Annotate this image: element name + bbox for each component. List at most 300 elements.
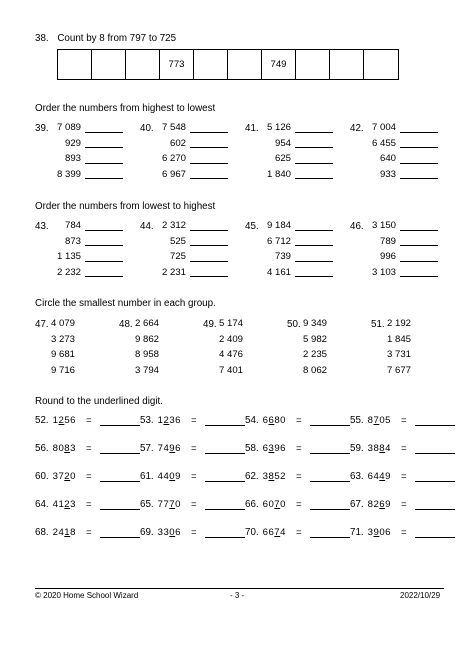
number-to-round [368,499,391,510]
question-number: 63. [350,470,364,482]
answer-blank[interactable] [295,136,333,148]
question-number: 64. [35,498,49,510]
round-question [350,414,455,426]
number-to-round [158,527,181,538]
digits-before: 74 [157,442,170,454]
digits-before: 77 [157,498,170,510]
answer-blank[interactable] [205,498,245,510]
number-to-round [368,415,391,426]
number-value: 3 150 [371,220,396,231]
number-value: 7 089 [56,122,81,133]
equals-sign: = [190,442,197,454]
digits-after: 4 [280,526,286,538]
underlined-digit: 2 [64,498,71,510]
question-number: 39. [35,123,49,134]
equals-sign: = [400,498,407,510]
round-question [140,526,245,538]
question-number: 59. [350,442,364,454]
number-row [366,234,438,250]
underlined-digit: 7 [373,414,380,426]
underlined-digit: 1 [64,526,71,538]
digits-after: 0 [70,470,76,482]
number-option[interactable]: 2 664 [134,318,159,329]
equals-sign: = [190,498,197,510]
digits-after: 05 [379,414,391,426]
underlined-digit: 4 [379,470,386,482]
number-row [156,120,228,136]
question-number: 55. [350,414,364,426]
answer-blank[interactable] [85,152,123,164]
equals-sign: = [400,414,407,426]
underlined-digit: 8 [379,442,386,454]
round-question [140,498,245,510]
question-number: 70. [245,526,259,538]
round-question [140,470,245,482]
question-number: 40. [140,123,154,134]
answer-blank[interactable] [85,234,123,246]
equals-sign: = [400,526,407,538]
number-to-round [158,471,181,482]
number-value: 784 [64,220,81,231]
number-row [156,167,228,183]
number-option[interactable]: 2 235 [302,349,327,360]
answer-blank[interactable] [190,265,228,277]
sequence-box[interactable]: 773 [160,50,194,79]
underlined-digit: 9 [169,442,176,454]
number-value: 739 [274,251,291,262]
number-value: 8 399 [56,168,81,180]
number-to-round [158,415,181,426]
equals-sign: = [295,442,302,454]
number-option[interactable]: 3 794 [134,364,159,376]
number-row [366,167,438,183]
answer-blank[interactable] [400,219,438,231]
number-row [261,234,333,250]
answer-blank[interactable] [400,152,438,164]
round-question [350,470,455,482]
digits-after: 9 [385,470,391,482]
digits-before: 60 [262,498,275,510]
number-row [366,136,438,152]
digits-before: 3 [262,470,269,482]
number-value: 933 [379,168,396,180]
number-option[interactable]: 2 192 [386,318,411,329]
number-option[interactable]: 2 409 [218,333,243,345]
sequence-box[interactable] [330,50,364,79]
number-row [51,167,123,183]
number-value: 602 [169,137,186,149]
number-to-round [53,527,76,538]
answer-blank[interactable] [415,442,455,454]
answer-blank[interactable] [85,121,123,133]
digits-after: 3 [70,442,76,454]
number-row [261,167,333,183]
number-to-round [263,415,286,426]
answer-blank[interactable] [190,167,228,179]
sequence-box[interactable] [296,50,330,79]
answer-blank[interactable] [190,136,228,148]
underlined-digit: 7 [169,498,176,510]
digits-before: 24 [52,526,65,538]
section-heading: Circle the smallest number in each group. [35,298,216,309]
answer-blank[interactable] [295,152,333,164]
round-question [350,498,455,510]
digits-after: 0 [280,498,286,510]
number-value: 6 967 [161,168,186,180]
number-value: 6 270 [161,153,186,164]
answer-blank[interactable] [190,152,228,164]
number-value: 873 [64,235,81,247]
sequence-box[interactable] [194,50,228,79]
equals-sign: = [85,470,92,482]
answer-blank[interactable] [310,414,350,426]
answer-blank[interactable] [85,167,123,179]
number-option[interactable]: 3 273 [50,333,75,345]
number-value: 789 [379,235,396,247]
number-row [156,136,228,152]
number-row [261,151,333,167]
number-row [366,265,438,281]
digits-before: 8 [367,414,374,426]
number-value: 640 [379,153,396,164]
sequence-box[interactable] [364,50,398,79]
number-value: 2 232 [56,266,81,278]
number-to-round [263,499,286,510]
digits-before: 64 [367,470,380,482]
answer-blank[interactable] [400,234,438,246]
answer-blank[interactable] [190,234,228,246]
equals-sign: = [400,470,407,482]
number-row [156,249,228,265]
answer-blank[interactable] [100,414,140,426]
digits-before: 41 [52,498,65,510]
digits-before: 33 [157,526,170,538]
answer-blank[interactable] [100,470,140,482]
underlined-digit: 0 [169,526,176,538]
underlined-digit: 7 [274,526,281,538]
question-number: 54. [245,414,259,426]
answer-blank[interactable] [295,265,333,277]
question-number: 43. [35,221,49,232]
number-option[interactable]: 8 958 [134,349,159,360]
equals-sign: = [295,526,302,538]
answer-blank[interactable] [400,167,438,179]
question-number: 52. [35,414,49,426]
question-instruction: Count by 8 from 797 to 725 [57,33,177,44]
digits-after: 56 [64,414,76,426]
question-number: 61. [140,470,154,482]
question-number: 46. [350,221,364,232]
answer-blank[interactable] [310,470,350,482]
round-question [245,470,350,482]
question-number: 67. [350,498,364,510]
equals-sign: = [190,470,197,482]
number-row [156,218,228,234]
number-to-round [53,443,76,454]
section-heading: Order the numbers from lowest to highest [35,201,216,212]
number-row [366,120,438,136]
answer-blank[interactable] [415,526,455,538]
answer-blank[interactable] [205,414,245,426]
number-value: 725 [169,251,186,262]
digits-after: 80 [274,414,286,426]
number-row [51,136,123,152]
sequence-box[interactable] [92,50,126,79]
number-row [51,218,123,234]
equals-sign: = [85,498,92,510]
number-row [51,120,123,136]
footer-date: 2022/10/29 [400,591,441,600]
answer-blank[interactable] [100,526,140,538]
sequence-box[interactable] [228,50,262,79]
answer-blank[interactable] [85,265,123,277]
underlined-digit: 7 [274,498,281,510]
digits-before: 3 [367,526,374,538]
number-row [366,151,438,167]
number-to-round [368,527,391,538]
answer-blank[interactable] [400,250,438,262]
order-low-high-section [35,218,455,284]
number-value: 2 312 [161,220,186,231]
question-number: 56. [35,442,49,454]
equals-sign: = [85,442,92,454]
answer-blank[interactable] [100,498,140,510]
question-number: 57. [140,442,154,454]
number-value: 7 548 [161,122,186,133]
circle-smallest-section [35,316,455,382]
underlined-digit: 3 [268,442,275,454]
number-value: 893 [64,153,81,164]
question-38 [35,33,176,44]
count-sequence-boxes [57,49,399,80]
question-number: 48. [119,319,133,330]
underlined-digit: 0 [169,470,176,482]
round-question [245,414,350,426]
answer-blank[interactable] [205,442,245,454]
equals-sign: = [295,470,302,482]
round-question [140,442,245,454]
rounding-section [35,414,455,554]
answer-blank[interactable] [310,526,350,538]
number-value: 7 004 [371,122,396,133]
question-number: 44. [140,221,154,232]
answer-blank[interactable] [415,498,455,510]
question-number: 42. [350,123,364,134]
underlined-digit: 6 [268,414,275,426]
sequence-box[interactable] [126,50,160,79]
digits-before: 66 [262,526,275,538]
answer-blank[interactable] [295,250,333,262]
number-value: 954 [274,137,291,149]
question-number: 69. [140,526,154,538]
number-option[interactable]: 4 476 [218,349,243,360]
question-number: 71. [350,526,364,538]
question-number: 49. [203,319,217,330]
number-value: 625 [274,153,291,164]
digits-before: 80 [52,442,65,454]
answer-blank[interactable] [295,219,333,231]
number-row [156,234,228,250]
digits-before: 82 [367,498,380,510]
section-heading: Round to the underlined digit. [35,396,163,407]
digits-after: 9 [385,498,391,510]
number-to-round [368,471,391,482]
number-option[interactable]: 4 079 [50,318,75,329]
equals-sign: = [400,442,407,454]
answer-blank[interactable] [190,121,228,133]
answer-blank[interactable] [310,498,350,510]
answer-blank[interactable] [85,136,123,148]
question-number: 68. [35,526,49,538]
number-value: 1 135 [56,251,81,262]
number-to-round [53,499,76,510]
question-number: 62. [245,470,259,482]
digits-after: 6 [175,526,181,538]
equals-sign: = [295,498,302,510]
number-to-round [53,471,76,482]
digits-before: 6 [262,414,269,426]
number-option[interactable]: 3 731 [386,349,411,360]
answer-blank[interactable] [400,136,438,148]
answer-blank[interactable] [85,219,123,231]
number-row [261,265,333,281]
digits-before: 38 [367,442,380,454]
answer-blank[interactable] [310,442,350,454]
answer-blank[interactable] [190,219,228,231]
answer-blank[interactable] [415,470,455,482]
number-value: 6 455 [371,137,396,149]
equals-sign: = [190,414,197,426]
round-question [350,442,455,454]
digits-after: 9 [175,470,181,482]
number-row [51,249,123,265]
underlined-digit: 9 [373,526,380,538]
sequence-box[interactable] [58,50,92,79]
number-option[interactable]: 1 845 [386,333,411,345]
digits-after: 6 [175,442,181,454]
equals-sign: = [190,526,197,538]
number-row [156,265,228,281]
round-question [140,414,245,426]
number-value: 996 [379,251,396,262]
number-row [366,249,438,265]
number-option[interactable]: 9 349 [302,318,327,329]
answer-blank[interactable] [295,121,333,133]
number-value: 4 161 [266,266,291,278]
answer-blank[interactable] [295,167,333,179]
answer-blank[interactable] [400,265,438,277]
answer-blank[interactable] [205,470,245,482]
number-value: 525 [169,235,186,247]
question-number: 66. [245,498,259,510]
number-option[interactable]: 5 982 [302,333,327,345]
number-option[interactable]: 9 716 [50,364,75,376]
underlined-digit: 2 [58,414,65,426]
question-number: 38. [35,33,49,44]
number-option[interactable]: 9 681 [50,349,75,360]
question-number: 47. [35,319,49,330]
digits-after: 3 [70,498,76,510]
equals-sign: = [85,526,92,538]
digits-after: 52 [274,470,286,482]
round-question [350,526,455,538]
answer-blank[interactable] [190,250,228,262]
question-number: 65. [140,498,154,510]
underlined-digit: 2 [64,470,71,482]
number-row [51,151,123,167]
digits-after: 0 [175,498,181,510]
number-value: 6 712 [266,235,291,247]
number-option[interactable]: 9 862 [134,333,159,345]
question-number: 58. [245,442,259,454]
number-row [261,136,333,152]
equals-sign: = [295,414,302,426]
number-option[interactable]: 8 062 [302,364,327,376]
digits-before: 1 [52,414,59,426]
underlined-digit: 6 [379,498,386,510]
question-number: 51. [371,319,385,330]
answer-blank[interactable] [205,526,245,538]
underlined-digit: 2 [163,414,170,426]
number-to-round [263,443,286,454]
footer-divider [35,588,444,589]
number-to-round [263,527,286,538]
number-row [156,151,228,167]
round-question [35,414,140,426]
section-heading: Order the numbers from highest to lowest [35,103,216,114]
number-to-round [158,499,181,510]
round-question [35,470,140,482]
digits-before: 6 [262,442,269,454]
underlined-digit: 8 [268,470,275,482]
number-value: 3 103 [371,266,396,278]
number-value: 2 231 [161,266,186,278]
round-question [35,498,140,510]
number-row [261,249,333,265]
round-question [245,498,350,510]
sequence-box[interactable]: 749 [262,50,296,79]
footer-page-number: - 3 - [230,591,245,600]
question-number: 41. [245,123,259,134]
digits-before: 44 [157,470,170,482]
question-number: 45. [245,221,259,232]
answer-blank[interactable] [400,121,438,133]
digits-before: 1 [157,414,164,426]
answer-blank[interactable] [415,414,455,426]
number-value: 929 [64,137,81,149]
number-value: 9 184 [266,220,291,231]
answer-blank[interactable] [295,234,333,246]
number-row [51,234,123,250]
number-to-round [53,415,76,426]
number-option[interactable]: 7 401 [218,364,243,376]
underlined-digit: 8 [64,442,71,454]
round-question [245,526,350,538]
question-number: 60. [35,470,49,482]
number-row [261,218,333,234]
question-number: 53. [140,414,154,426]
number-option[interactable]: 5 174 [218,318,243,329]
number-to-round [263,471,286,482]
answer-blank[interactable] [85,250,123,262]
number-option[interactable]: 7 677 [386,364,411,376]
digits-after: 96 [274,442,286,454]
question-number: 50. [287,319,301,330]
equals-sign: = [85,414,92,426]
answer-blank[interactable] [100,442,140,454]
round-question [35,442,140,454]
number-row [51,265,123,281]
